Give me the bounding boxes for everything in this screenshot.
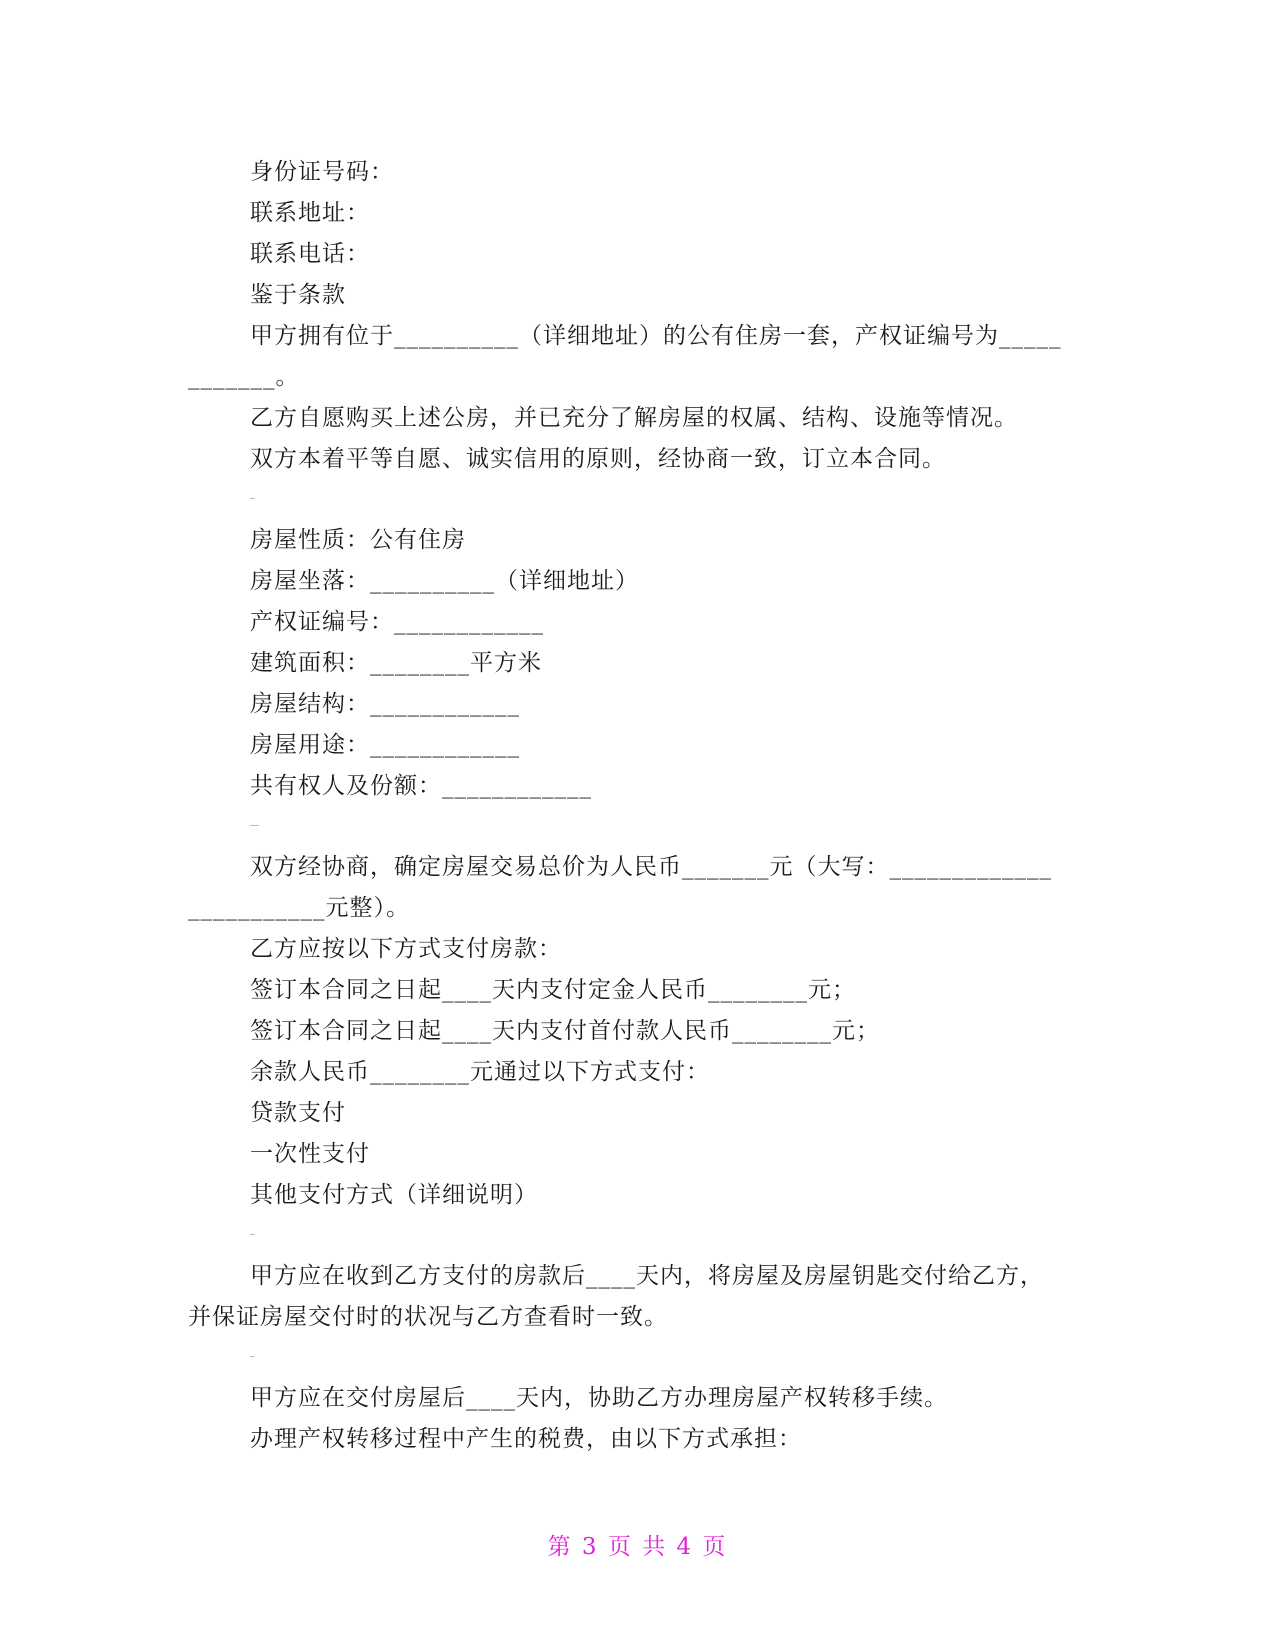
payment-option: 其他支付方式（详细说明） [250,1182,538,1208]
building-area-field: 建筑面积：________平方米 [250,650,542,676]
section-break [188,480,1088,520]
paragraph-line: 甲方应在交付房屋后____天内，协助乙方办理房屋产权转移手续。 [250,1385,948,1411]
paragraph-line: ___________元整）。 [188,895,410,921]
paragraph-line: 双方经协商，确定房屋交易总价为人民币_______元（大写：_____________ [250,854,1052,880]
contact-phone-label: 联系电话： [250,241,370,267]
contact-address-label: 联系地址： [250,200,370,226]
contract-body [188,152,1088,1460]
section-marker [250,1234,255,1235]
paragraph-line: 乙方应按以下方式支付房款： [250,936,562,962]
house-usage-field: 房屋用途：____________ [250,732,520,758]
house-location-field: 房屋坐落：__________（详细地址） [250,568,639,594]
paragraph-line: 签订本合同之日起____天内支付首付款人民币________元； [250,1018,880,1044]
recitals-heading: 鉴于条款 [250,282,346,308]
paragraph-line: _______。 [188,364,300,390]
paragraph-line: 签订本合同之日起____天内支付定金人民币________元； [250,977,856,1003]
paragraph-line: 甲方拥有位于__________（详细地址）的公有住房一套，产权证编号为_____ [250,323,1062,349]
section-break [188,807,1088,847]
section-marker [250,1356,255,1357]
certificate-number-field: 产权证编号：____________ [250,609,544,635]
payment-option: 贷款支付 [250,1100,346,1126]
page-number-footer: 第 3 页 共 4 页 [547,1534,728,1560]
payment-option: 一次性支付 [250,1141,370,1167]
house-nature-field: 房屋性质：公有住房 [250,527,466,553]
house-structure-field: 房屋结构：____________ [250,691,520,717]
paragraph-line: 并保证房屋交付时的状况与乙方查看时一致。 [188,1304,668,1330]
co-owners-field: 共有权人及份额：____________ [250,773,592,799]
id-number-label: 身份证号码： [250,159,394,185]
section-marker [250,498,255,499]
paragraph-line: 余款人民币________元通过以下方式支付： [250,1059,710,1085]
paragraph-line: 乙方自愿购买上述公房，并已充分了解房屋的权属、结构、设施等情况。 [250,405,1018,431]
section-break [188,1216,1088,1256]
paragraph-line: 双方本着平等自愿、诚实信用的原则，经协商一致，订立本合同。 [250,446,946,472]
section-marker [250,825,259,826]
section-break [188,1338,1088,1378]
paragraph-line: 办理产权转移过程中产生的税费，由以下方式承担： [250,1426,802,1452]
paragraph-line: 甲方应在收到乙方支付的房款后____天内，将房屋及房屋钥匙交付给乙方， [250,1263,1044,1289]
